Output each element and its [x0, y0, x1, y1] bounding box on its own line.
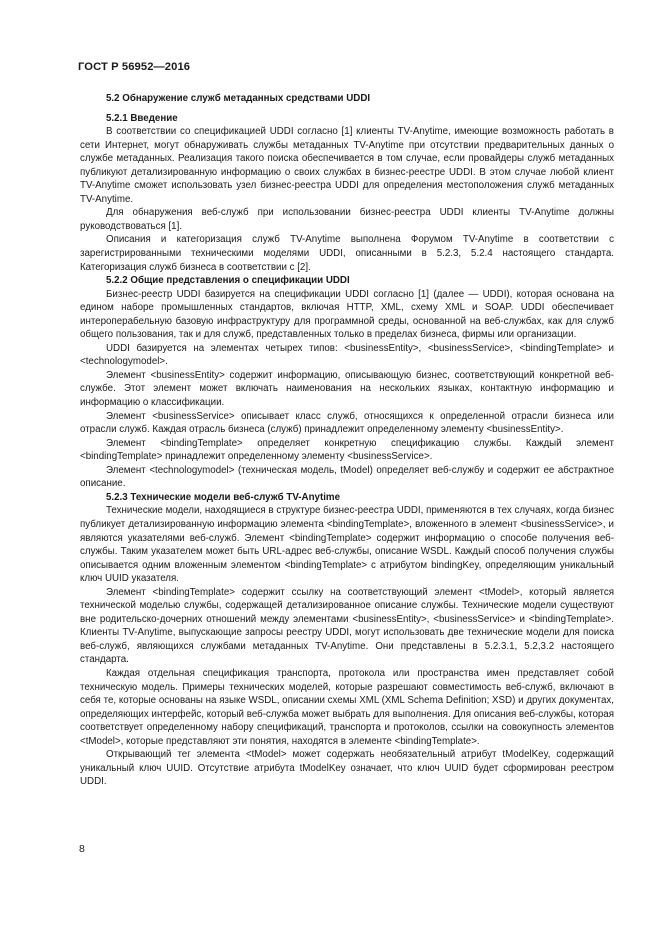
paragraph: Технические модели, находящиеся в структуре бизнес-реестра UDDI, применяются в тех случаях, когда бизнес публикует детализированную информацию элемента <bindingTemplate>, вложенного в элемент <businessService>, и являются указателями веб-служб. Элемент <bindingTemplate> содержит информацию о способе получения веб-службы. Таким указателем может быть URL-адрес веб-службы, описание WSDL. Каждый способ получения службы описывается одним вложенным элементом <bindingTemplate> с атрибутом bindingKey, определяющим уникальный ключ UUID указателя. — [80, 505, 614, 585]
paragraph: UDDI базируется на элементах четырех типов: <businessEntity>, <businessService>, <bindingTemplate> и <technologymodel>. — [80, 342, 614, 368]
paragraph: В соответствии со спецификацией UDDI согласно [1] клиенты TV-Anytime, имеющие возможность работать в сети Интернет, могут обнаруживать службы метаданных TV-Anytime при отсутствии предварительных данных о службе метаданных. Реализация такого поиска обеспечивается в том случае, если провайдеры служб метаданных публикуют детализированную информацию о своих службах в бизнес-реестре UDDI. В этом случае любой клиент TV-Anytime сможет использовать узел бизнес-реестра UDDI для определения местоположения служб метаданных TV-Anytime. — [80, 126, 614, 205]
subsection-heading-5-2-2: 5.2.2 Общие представления о спецификации UDDI — [106, 275, 350, 287]
section-heading-5-2: 5.2 Обнаружение служб метаданных средствами UDDI — [106, 93, 371, 104]
paragraph: Бизнес-реестр UDDI базируется на спецификации UDDI согласно [1] (далее — UDDI), которая основана на едином наборе промышленных стандартов, включая HTTP, XML, схему XML и SOAP. UDDI обеспечивает интероперабельную базовую инфраструктуру для программной среды, основанной на веб-службах, как для служб общего пользования, так и для служб, представленных только в пределах бизнеса, фирмы или организации. — [80, 288, 614, 341]
paragraph: Каждая отдельная спецификация транспорта, протокола или пространства имен представляет собой техническую модель. Примеры технических моделей, которые разрешают совместимость веб-служб, включают в себя те, которые основаны на языке WSDL, описании схемы XML (XML Schema Definition; XSD) и других документах, определяющих интерфейс, который веб-служба может выбрать для выполнения. Для описания веб-службы, которая соответствует определенному набору спецификаций, транспорта и протоколов, ссылки на совокупность элементов <tModel>, которые представляют эти понятия, находятся в элементе <bindingTemplate>. — [80, 667, 614, 747]
paragraph: Открывающий тег элемента <tModel> может содержать необязательный атрибут tModelKey, содержащий уникальный ключ UUID. Отсутствие атрибута tModelKey означает, что ключ UUID будет сформирован реестром UDDI. — [80, 749, 614, 788]
paragraph: Элемент <businessService> описывает класс служб, относящихся к определенной отрасли бизнеса или отрасли служб. Каждая отрасль бизнеса (служб) принадлежит определенному элементу <businessEntity>. — [80, 410, 614, 436]
paragraph: Элемент <businessEntity> содержит информацию, описывающую бизнес, соответствующий конкретной веб-службе. Этот элемент может включать наименования на нескольких языках, контактную информацию и информацию о классификации. — [80, 369, 614, 409]
page-number: 8 — [79, 843, 85, 855]
paragraph: Элемент <bindingTemplate> содержит ссылку на соответствующий элемент <tModel>, который является технической моделью службы, содержащей детализированное описание службы. Технические модели существуют вне родительско-дочерних отношений между элементами <businessEntity>, <businessService> и <bindingTemplate>. Клиенты TV-Anytime, выпускающие запросы реестру UDDI, могут использовать две технические модели для поиска веб-служб, являющихся службами метаданных TV-Anytime. Они представлены в 5.2.3.1, 5.2,3.2 настоящего стандарта. — [80, 586, 614, 666]
paragraph: Элемент <technologymodel> (техническая модель, tModel) определяет веб-службу и содержит ее абстрактное описание. — [80, 464, 614, 490]
paragraph: Описания и категоризация служб TV-Anytime выполнена Форумом TV-Anytime в соответствии с зарегистрированными техническими моделями UDDI, описанными в 5.2.3, 5.2.4 настоящего стандарта. Категоризация служб бизнеса в соответствии с [2]. — [80, 234, 614, 273]
paragraph: Элемент <bindingTemplate> определяет конкретную спецификацию службы. Каждый элемент <bindingTemplate> принадлежит определенному элементу <businessService>. — [80, 437, 614, 463]
page-content — [80, 92, 614, 789]
subsection-heading-5-2-3: 5.2.3 Технические модели веб-служб TV-Anytime — [106, 491, 340, 503]
paragraph: Для обнаружения веб-служб при использовании бизнес-реестра UDDI клиенты TV-Anytime должны руководствоваться [1]. — [80, 207, 614, 232]
standard-header: ГОСТ Р 56952—2016 — [78, 61, 191, 73]
subsection-heading-5-2-1: 5.2.1 Введение — [106, 112, 178, 124]
